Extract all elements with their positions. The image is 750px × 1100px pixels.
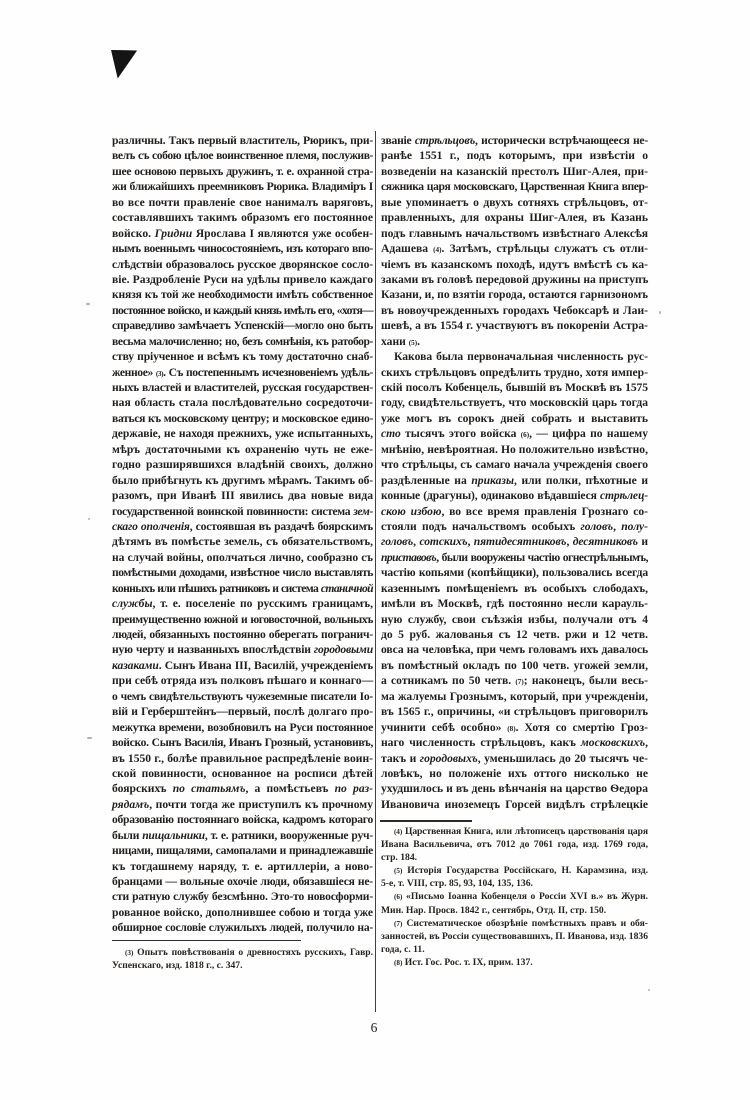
text-line: вій и Герберштейнъ—первый, послѣ долгаго про- <box>112 705 373 719</box>
text-line: возведеніи на казанскій престолъ Шиг-Алея, при- <box>381 164 648 178</box>
text-line: обширное сословіе служилыхъ людей, получило на- <box>112 921 373 935</box>
text-line: ная область стала послѣдовательно сосредоточи- <box>112 396 373 410</box>
left-column-text <box>112 133 373 936</box>
text-line: (5) Исторія Государства Россійскаго, Н. Карамзина, изд. <box>394 865 648 877</box>
left-footnote-rule <box>112 940 301 941</box>
text-line: межутка времени, возобновилъ на Руси постоянное <box>112 720 373 734</box>
text-line: велъ съ собою цѣлое воинственное племя, послужив- <box>112 149 373 163</box>
text-line: весьма малочисленно; но, безъ сомнѣнія, къ ратобор- <box>112 334 373 348</box>
text-line: рованное войско, дополнившее собою и тогда уже <box>112 905 373 919</box>
text-line: въ 1565 г., опричины, «и стрѣльцовъ приговорилъ <box>381 705 648 719</box>
scan-speck <box>659 311 661 314</box>
text-line: до 5 руб. жалованья съ 12 четв. ржи и 12 четв. <box>381 628 648 641</box>
text-line: помѣстными доходами, извѣстное число выставлять <box>112 566 373 580</box>
text-line: хани (5). <box>381 334 420 348</box>
scan-speck <box>86 303 90 305</box>
text-line: нымъ военнымъ чиносостояніемъ, изъ котораго впо- <box>112 242 373 256</box>
text-line: конные (драгуны), одинаково вѣдавшіеся стрѣлец- <box>381 489 648 503</box>
text-line: ную службу, свои съѣзжія избы, получали отъ 4 <box>381 612 648 626</box>
text-line: стр. 184. <box>381 852 418 864</box>
text-line: овса на человѣка, при чемъ головамъ ихъ давалось <box>381 643 648 657</box>
text-line: державіе, не находя прежнихъ, уже испытанныхъ, <box>112 427 373 441</box>
column-divider <box>375 131 376 1012</box>
text-line: вые упоминаетъ о двухъ сотняхъ стрѣльцовъ, от- <box>381 195 648 209</box>
text-line: имѣли въ Москвѣ, гдѣ постоянно несли карауль- <box>381 597 648 611</box>
text-line: войско. Сынъ Василія, Иванъ Грозный, установивъ, <box>112 736 373 750</box>
text-line: Ивана Васильевича, отъ 7012 до 7061 года, изд. 1769 года, <box>381 839 648 851</box>
text-line: раздѣленные на приказы, или полки, пѣхотные и <box>381 473 648 487</box>
text-line: чіемъ въ казанскомъ походѣ, идутъ вмѣстѣ съ ка- <box>381 257 648 271</box>
text-line: (6) «Письмо Іоанна Кобенцеля о Россіи XVI в.» въ Журн. <box>394 891 648 903</box>
text-line: занностей, въ Россіи существовавшихъ, П. Иванова, изд. 1836 <box>381 930 648 942</box>
text-line: во все почти правленіе свое нанималъ варяговъ, <box>112 195 373 209</box>
text-line: скихъ стрѣльцовъ опредѣлить трудно, хотя импер- <box>381 365 648 379</box>
text-line: къ тогдашнему наряду, т. е. артиллеріи, а ново- <box>112 859 373 873</box>
text-line: князя къ той же необходимости имѣть собственное <box>112 288 373 302</box>
right-footnotes <box>381 825 648 969</box>
text-line: шее основою первыхъ дружинъ, т. е. охранной стра- <box>112 164 373 178</box>
text-line: ской повинности, основанное на росписи дѣтей <box>112 766 373 780</box>
text-line: годно разширявшихся владѣній своихъ, должно <box>112 458 373 472</box>
text-line: въ помѣстный окладъ по 100 четв. угожей земли, <box>381 658 648 672</box>
text-line: Успенскаго, изд. 1818 г., с. 347. <box>112 960 243 972</box>
text-line: боярскихъ по статьямъ, а помѣстьевъ по раз- <box>112 782 373 796</box>
text-line: о чемъ свидѣтельствуютъ чужеземные писатели Іо- <box>112 689 373 703</box>
text-line: при себѣ отряда изъ полковъ пѣшаго и коннаго— <box>112 674 374 688</box>
text-line: службы, т. е. поселеніе по русскимъ границамъ, <box>112 597 373 611</box>
text-line: женное» (3). Съ постепеннымъ исчезновеніемъ удѣль- <box>112 365 373 379</box>
text-line: приставовъ, были вооружены частію огнестрѣльнымъ, <box>381 550 648 564</box>
text-line: бранцами — вольные охочіе люди, обязавшіеся не- <box>112 875 373 888</box>
text-line: Адашева (4). Затѣмъ, стрѣльцы служатъ съ отли- <box>381 242 648 256</box>
text-line: образованію постояннаго войска, кадромъ котораго <box>112 813 373 827</box>
text-line: (3) Опытъ повѣствованія о древностяхъ русскихъ, Гавр. <box>125 947 373 958</box>
text-line: наго численность стрѣльцовъ, какъ московскихъ, <box>381 736 648 750</box>
text-line: скій посолъ Кобенцель, бывшій въ Москвѣ въ 1575 <box>381 381 648 394</box>
text-line: Казани, и, по взятіи города, остаются гарнизономъ <box>381 288 648 302</box>
text-line: ству пріученное и всѣмъ къ тому достаточно снаб- <box>112 350 373 364</box>
text-line: мнѣнію, невѣроятная. Но положительно извѣстно, <box>381 442 648 456</box>
text-line: скаго ополченія, состоявшая въ раздачѣ боярскимъ <box>112 519 373 533</box>
page-number: 6 <box>370 1020 378 1035</box>
left-footnotes <box>112 946 373 972</box>
text-line: (8) Ист. Гос. Рос. т. IX, прим. 137. <box>394 956 533 968</box>
text-line: Какова была первоначальная численность рус- <box>394 350 648 364</box>
text-line: а сотникамъ по 50 четв. (7); наконецъ, были весь- <box>381 674 649 688</box>
text-line: головъ, сотскихъ, пятидесятниковъ, десятниковъ и <box>381 535 648 549</box>
scan-artifact-corner <box>111 48 139 79</box>
text-line: (4) Царственная Книга, или лѣтописецъ царствованія царя <box>394 826 648 837</box>
text-line: постоянное войско, и каждый князь имѣлъ его, «хотя— <box>112 303 373 317</box>
text-line: мѣръ достаточными къ охраненію чуть не еже- <box>112 442 373 456</box>
text-line: скою избою, во все время правленія Грознаго со- <box>381 504 648 518</box>
text-line: государственной воинской повинности: система зем- <box>112 504 373 518</box>
scan-speck <box>88 518 90 520</box>
text-line: разомъ, при Иванѣ III явились два новые вида <box>112 489 373 503</box>
text-line: ловѣкъ, но положеніе ихъ оттого нисколько не <box>381 766 648 780</box>
text-line: въ 1550 г., болѣе правильное распредѣленіе воин- <box>112 751 373 765</box>
text-line: ранѣе 1551 г., подъ которымъ, при извѣстіи о <box>381 149 648 163</box>
text-line: (7) Систематическое обозрѣніе помѣстныхъ правъ и обя- <box>394 917 648 929</box>
right-footnote-rule <box>380 820 472 822</box>
text-line: частію копьями (копѣйщики), пользовались всегда <box>381 566 648 580</box>
text-line: ма жалуемы Грознымъ, который, при учрежденіи, <box>381 689 648 703</box>
text-line: казеннымъ помѣщеніемъ въ особыхъ слободахъ, <box>381 581 648 595</box>
text-line: віе. Раздробленіе Руси на удѣлы привело каждаго <box>112 272 373 286</box>
text-line: ницами, пищалями, самопалами и принадлежавшіе <box>112 844 373 858</box>
text-line: ваться къ московскому центру; и московское едино- <box>112 411 373 425</box>
text-line: такъ и городовыхъ, уменьшилась до 20 тысячъ че- <box>381 751 648 765</box>
right-column-text <box>381 133 648 812</box>
text-line: казаками. Сынъ Ивана III, Василій, учрежденіемъ <box>112 658 373 672</box>
text-line: заками въ головѣ передовой дружины на приступъ <box>381 272 649 286</box>
text-line: ныхъ властей и властителей, русская государствен- <box>112 381 373 394</box>
text-line: Ивановича иноземецъ Горсей видѣлъ стрѣлецкіе <box>381 797 648 811</box>
text-line: слѣдствіи образовалось русское дворянское сосло- <box>112 257 373 271</box>
text-line: справедливо замѣчаетъ Успенскій—могло оно быть <box>112 319 373 333</box>
text-line: стояли подъ начальствомъ особыхъ головъ, полу- <box>381 519 648 533</box>
text-line: ухудшилось и въ день вѣнчанія на царство Ѳедора <box>381 782 648 796</box>
text-line: Мин. Нар. Просв. 1842 г., сентябрь, Отд. II, стр. 150. <box>381 904 607 916</box>
text-line: конныхъ или пѣшихъ ратниковъ и система станичной <box>112 581 373 595</box>
text-line: подъ главнымъ начальствомъ извѣстнаго Алексѣя <box>381 226 648 240</box>
text-line: правленныхъ, для охраны Шиг-Алея, въ Казань <box>381 211 648 225</box>
text-line: было прибѣгнуть къ другимъ мѣрамъ. Такимъ об- <box>112 473 373 487</box>
text-line: года, с. 11. <box>381 943 425 955</box>
text-line: уже могъ въ сорокъ дней собрать и выставить <box>381 411 648 425</box>
text-line: учинити себѣ особно» (8). Хотя со смертію Гроз- <box>381 720 648 734</box>
text-line: въ новоучрежденныхъ городахъ Чебоксарѣ и Лаи- <box>381 303 648 317</box>
text-line: году, свидѣтельствуетъ, что московскій царь тогда <box>381 396 648 410</box>
scan-speck <box>87 737 92 739</box>
text-line: сто тысячъ этого войска (6), — цифра по нашему <box>381 427 648 441</box>
text-line: составлявшихъ такимъ образомъ его постоянное <box>112 211 373 225</box>
text-line: сяжника царя московскаго, Царственная Книга впер- <box>381 180 648 194</box>
text-line: войско. Гридни Ярослава I являются уже особен- <box>112 226 373 240</box>
scan-speck <box>648 989 650 991</box>
text-line: рядамъ, почти тогда же приступилъ къ прочному <box>112 797 373 811</box>
text-line: жи ближайшихъ преемниковъ Рюрика. Владиміръ I <box>112 180 373 194</box>
text-line: на случай войны, ополчаться лично, сообразно съ <box>112 550 373 564</box>
text-line: 5-е, т. VIII, стр. 85, 93, 104, 135, 136. <box>381 878 533 890</box>
text-line: шевѣ, а въ 1554 г. участвуютъ въ покореніи Астра- <box>381 319 648 333</box>
text-line: дѣтямъ въ помѣстье земель, съ обязательствомъ, <box>112 535 373 549</box>
text-line: званіе стрѣльцовъ, исторически встрѣчающееся не- <box>381 134 648 147</box>
text-line: сти ратную службу безсмѣнно. Это-то новосформи- <box>112 890 373 904</box>
text-line: ную черту и названныхъ впослѣдствіи городовыми <box>112 643 373 657</box>
text-line: различны. Такъ первый властитель, Рюрикъ, при- <box>112 134 373 147</box>
text-line: что стрѣльцы, съ самаго начала учрежденія своего <box>381 458 648 472</box>
text-line: были пищальники, т. е. ратники, вооруженные руч- <box>112 828 373 842</box>
text-line: преимущественно южной и юговосточной, вольныхъ <box>112 612 373 626</box>
text-line: людей, обязанныхъ постоянно оберегать погранич- <box>112 628 373 641</box>
